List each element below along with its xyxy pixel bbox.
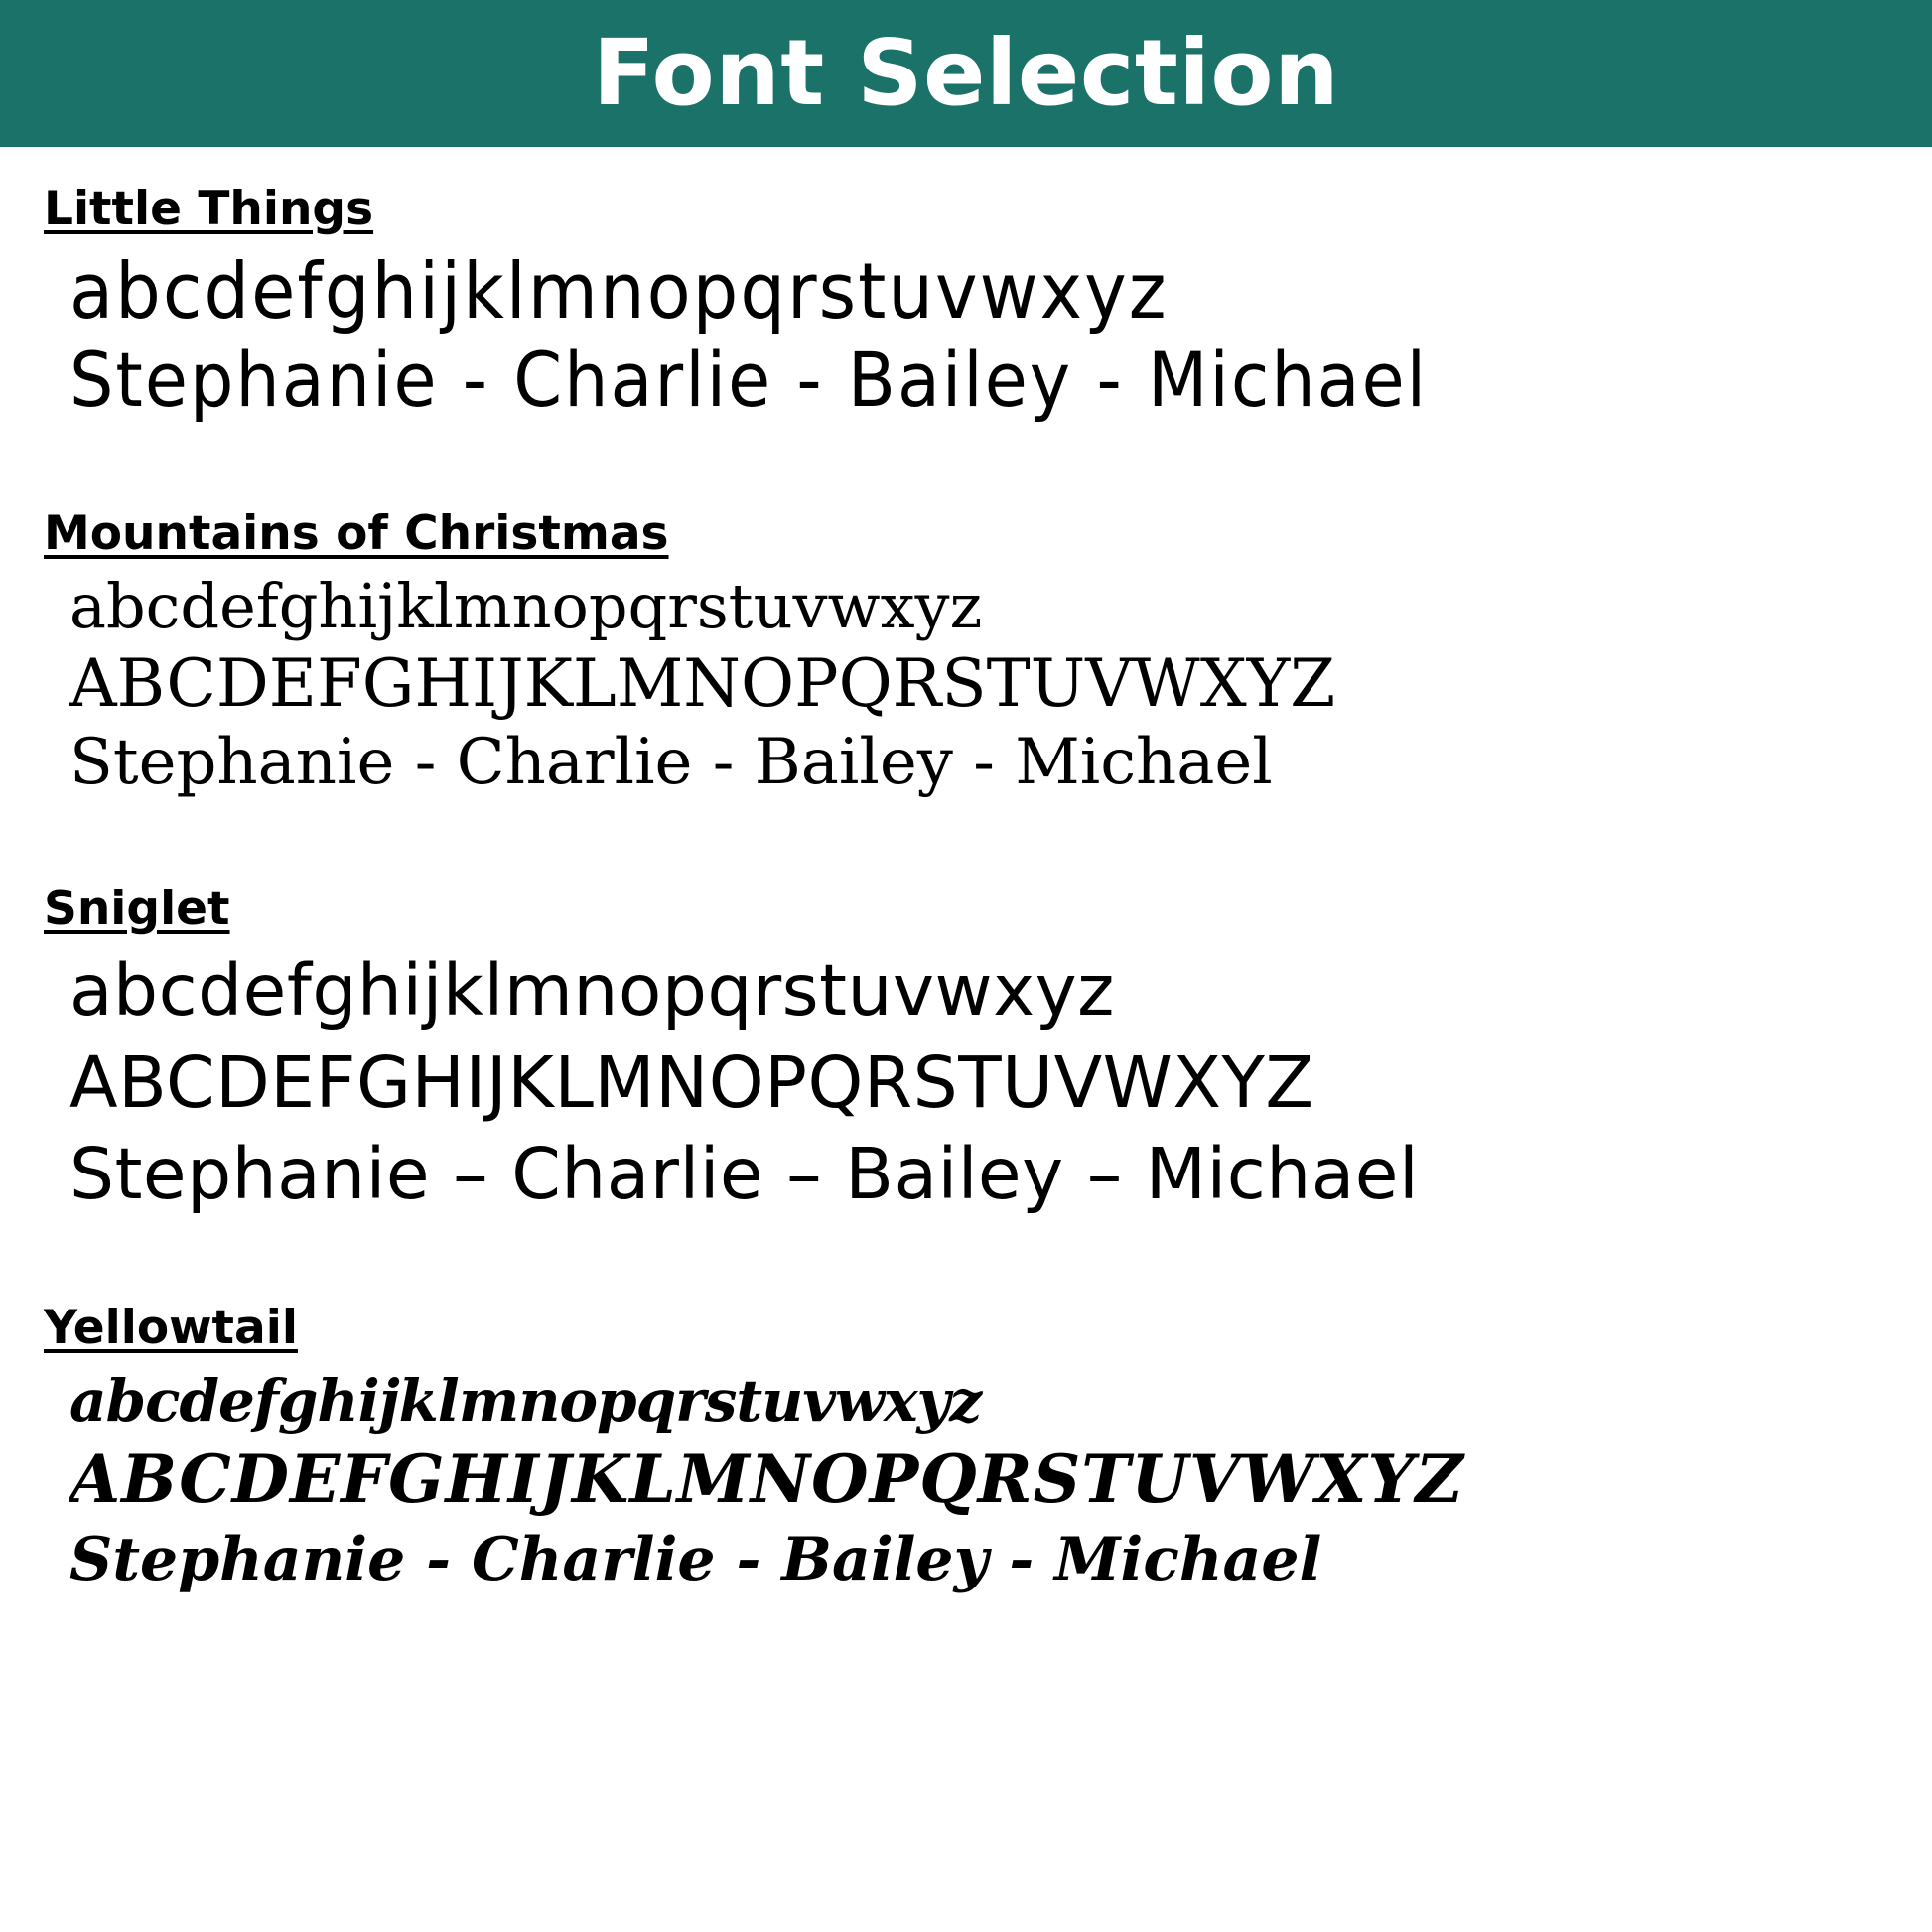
font-sample-line: Stephanie – Charlie – Bailey – Michael [69, 1132, 1420, 1215]
font-sample-line: abcdefghijklmnopqrstuvwxyz [69, 245, 1169, 337]
font-block-sniglet [44, 881, 1888, 1220]
font-samples-mountains-of-christmas [44, 569, 1888, 801]
font-sample-line: abcdefghijklmnopqrstuvwxyz [69, 570, 983, 643]
font-block-little-things [44, 181, 1888, 426]
font-name-yellowtail: Yellowtail [44, 1301, 298, 1356]
font-sample-line: ABCDEFGHIJKLMNOPQRSTUVWXYZ [69, 1441, 1464, 1519]
font-block-mountains-of-christmas [44, 505, 1888, 802]
font-sample-line: Stephanie - Charlie - Bailey - Michael [69, 336, 1429, 425]
font-list [0, 147, 1932, 1597]
font-samples-sniglet [44, 945, 1888, 1220]
font-sample-line: ABCDEFGHIJKLMNOPQRSTUVWXYZ [69, 1040, 1314, 1124]
font-name-sniglet: Sniglet [44, 882, 230, 937]
font-sample-line: ABCDEFGHIJKLMNOPQRSTUVWXYZ [69, 644, 1336, 722]
font-sample-line: abcdefghijklmnopqrstuvwxyz [69, 1366, 982, 1435]
font-sample-line: Stephanie - Charlie - Bailey - Michael [69, 726, 1273, 800]
font-name-little-things: Little Things [44, 182, 374, 236]
font-block-yellowtail [44, 1300, 1888, 1597]
font-sample-line: Stephanie - Charlie - Bailey - Michael [69, 1524, 1322, 1594]
font-samples-yellowtail [44, 1364, 1888, 1598]
spacer [44, 460, 1888, 505]
font-sample-line: abcdefghijklmnopqrstuvwxyz [69, 949, 1115, 1033]
page-title: Font Selection [592, 20, 1340, 126]
page-header [0, 0, 1932, 147]
spacer [44, 1254, 1888, 1300]
spacer [44, 835, 1888, 881]
font-name-mountains-of-christmas: Mountains of Christmas [44, 505, 669, 561]
font-samples-little-things [44, 245, 1888, 426]
